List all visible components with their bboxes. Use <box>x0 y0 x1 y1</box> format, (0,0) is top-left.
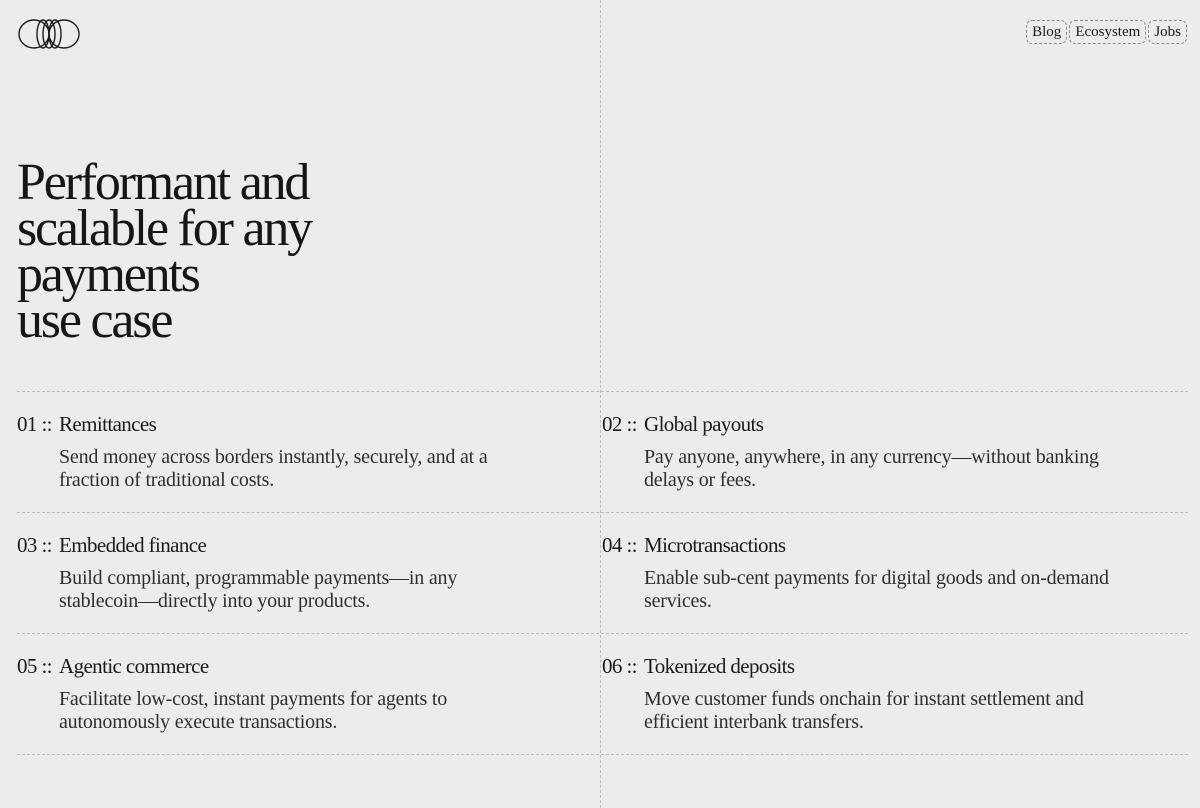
logo-icon <box>17 18 81 50</box>
use-case-title: Global payouts <box>644 412 764 436</box>
use-case-description: Facilitate low-cost, instant payments for agents to autonomously execute transactions. <box>59 688 448 733</box>
nav-link-jobs[interactable]: Jobs <box>1148 20 1187 44</box>
use-case-embedded-finance <box>17 513 600 633</box>
headline-line-1: Performant and <box>17 154 309 211</box>
use-case-number: 03 :: <box>17 533 52 557</box>
headline-line-2: scalable for any <box>17 200 311 257</box>
use-case-global-payouts <box>600 392 1188 512</box>
use-case-number: 06 :: <box>602 654 637 678</box>
use-case-description: Move customer funds onchain for instant settlement and efficient interbank transfers. <box>644 688 1084 733</box>
nav-link-blog[interactable]: Blog <box>1026 20 1067 44</box>
use-case-description: Pay anyone, anywhere, in any currency—without banking delays or fees. <box>644 446 1099 491</box>
use-case-title: Tokenized deposits <box>644 654 795 678</box>
nav-link-ecosystem[interactable]: Ecosystem <box>1069 20 1146 44</box>
use-case-row <box>17 633 1188 755</box>
use-case-remittances <box>17 392 600 512</box>
use-case-title: Microtransactions <box>644 533 786 557</box>
use-case-description: Enable sub-cent payments for digital goods and on-demand services. <box>644 567 1109 612</box>
use-case-title: Remittances <box>59 412 157 436</box>
use-case-grid <box>17 391 1188 755</box>
use-case-tokenized-deposits <box>600 634 1188 754</box>
use-case-description: Build compliant, programmable payments—in any stablecoin—directly into your products. <box>59 567 458 612</box>
use-case-row <box>17 512 1188 633</box>
use-case-number: 01 :: <box>17 412 52 436</box>
use-case-number: 04 :: <box>602 533 637 557</box>
hero-headline <box>17 154 437 349</box>
top-nav <box>1026 20 1187 44</box>
use-case-row <box>17 391 1188 512</box>
use-case-description: Send money across borders instantly, securely, and at a fraction of traditional costs. <box>59 446 488 491</box>
use-case-number: 02 :: <box>602 412 637 436</box>
interlocking-rings-logo[interactable] <box>17 18 81 50</box>
headline-line-4: use case <box>17 292 172 349</box>
use-case-microtransactions <box>600 513 1188 633</box>
headline-line-3: payments <box>17 246 199 303</box>
use-case-number: 05 :: <box>17 654 52 678</box>
use-case-agentic-commerce <box>17 634 600 754</box>
use-case-title: Embedded finance <box>59 533 207 557</box>
use-case-title: Agentic commerce <box>59 654 209 678</box>
